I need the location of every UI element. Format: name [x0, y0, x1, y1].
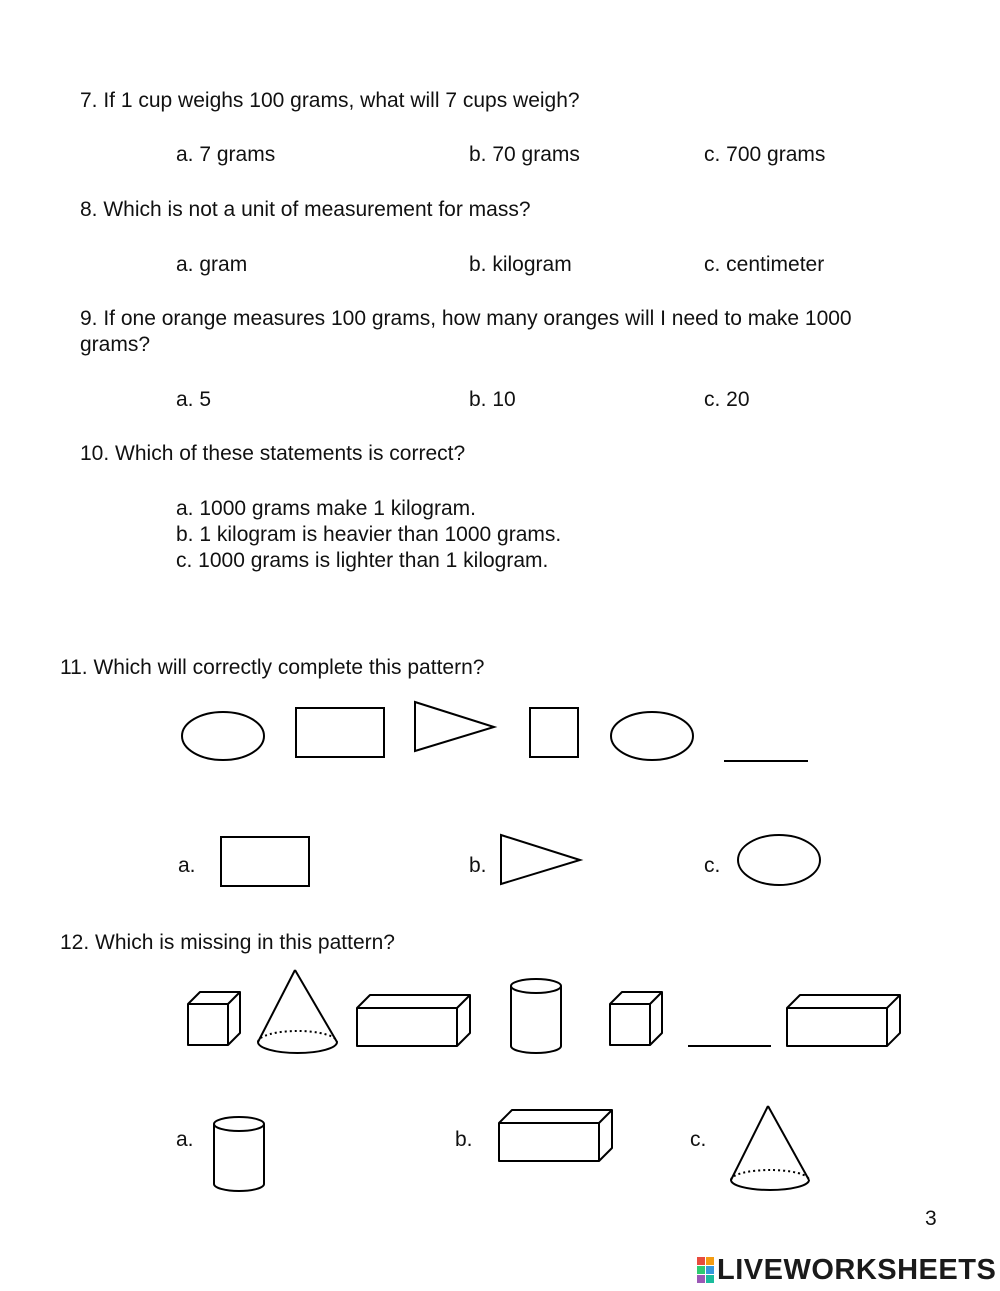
q7-option-a[interactable]: a. 7 grams: [176, 143, 276, 166]
q12-option-c-label[interactable]: c.: [690, 1128, 707, 1151]
q8-option-a[interactable]: a. gram: [176, 253, 248, 276]
q9-option-c[interactable]: c. 20: [704, 388, 750, 411]
logo-square: [706, 1275, 714, 1283]
q9-option-b[interactable]: b. 10: [469, 388, 516, 411]
q8-option-c[interactable]: c. centimeter: [704, 253, 825, 276]
q12-option-a-label[interactable]: a.: [176, 1128, 194, 1151]
q10-question: 10. Which of these statements is correct?: [80, 442, 466, 465]
q8-option-b[interactable]: b. kilogram: [469, 253, 572, 276]
q9-question-line2: grams?: [80, 333, 151, 356]
q11-option-c-label[interactable]: c.: [704, 854, 721, 877]
q7-option-c[interactable]: c. 700 grams: [704, 143, 826, 166]
q12-pattern-cube-2: [610, 992, 662, 1045]
q12-option-b-cuboid: [499, 1110, 612, 1161]
q11-question: 11. Which will correctly complete this pattern?: [60, 656, 485, 679]
q12-pattern-cuboid-1: [357, 995, 470, 1046]
q12-pattern-cone-1: [258, 970, 337, 1053]
q12-option-b-label[interactable]: b.: [455, 1128, 473, 1151]
page-number: 3: [925, 1207, 937, 1230]
q12-option-c-cone: [731, 1106, 809, 1190]
logo-square: [697, 1266, 705, 1274]
q8-question: 8. Which is not a unit of measurement for mass?: [80, 198, 531, 221]
q9-question-line1: 9. If one orange measures 100 grams, how many oranges will I need to make 1000: [80, 307, 852, 330]
logo-text: LIVEWORKSHEETS: [717, 1253, 997, 1286]
logo-square: [697, 1275, 705, 1283]
q12-pattern-cuboid-2: [787, 995, 900, 1046]
liveworksheets-logo[interactable]: [697, 1254, 996, 1286]
q9-option-a[interactable]: a. 5: [176, 388, 212, 411]
q10-option-a[interactable]: a. 1000 grams make 1 kilogram.: [176, 497, 476, 520]
q11-option-b-label[interactable]: b.: [469, 854, 487, 877]
logo-grid-icon: [697, 1257, 714, 1283]
q11-option-a-label[interactable]: a.: [178, 854, 196, 877]
logo-square: [706, 1257, 714, 1265]
q7-option-b[interactable]: b. 70 grams: [469, 143, 580, 166]
q10-option-c[interactable]: c. 1000 grams is lighter than 1 kilogram.: [176, 549, 549, 572]
q12-question: 12. Which is missing in this pattern?: [60, 931, 395, 954]
q12-option-a-cylinder: [214, 1117, 264, 1191]
logo-square: [706, 1266, 714, 1274]
q10-option-b[interactable]: b. 1 kilogram is heavier than 1000 grams.: [176, 523, 562, 546]
q12-pattern-cylinder: [511, 979, 561, 1053]
q7-question: 7. If 1 cup weighs 100 grams, what will 7 cups weigh?: [80, 89, 580, 112]
q12-pattern-cube-1: [188, 992, 240, 1045]
logo-square: [697, 1257, 705, 1265]
